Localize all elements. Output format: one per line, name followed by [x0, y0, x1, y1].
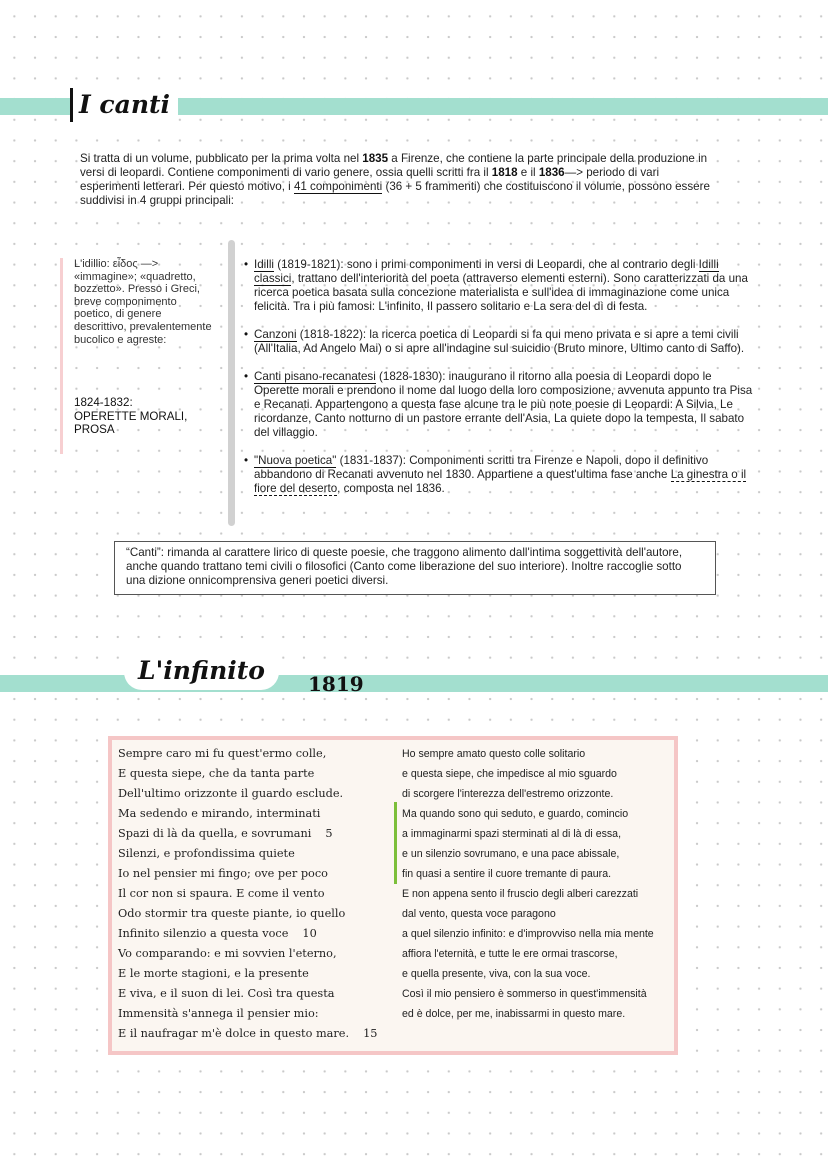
highlight-bar: [394, 802, 397, 884]
verse-text: Spazi di là da quella, e sovrumani: [118, 827, 312, 840]
verse-line: [118, 944, 398, 964]
operette-line: 1824-1832:: [74, 396, 133, 410]
text-run: a Firenze, che contiene la parte principale della produzione in versi di leopardi. Contiene componimenti di vario genere, ossia quelli scritti fra il: [80, 152, 708, 179]
underlined-text: Idilli classici: [254, 258, 719, 285]
idillio-sidebar: [60, 258, 214, 454]
verse-text: Odo stormir tra queste piante, io quello: [118, 907, 346, 920]
paraphrase-line: Così il mio pensiero è sommerso in quest'immensità: [402, 988, 647, 1000]
text-run: —> periodo di vari esperimenti letterari. Per questo motivo, i: [80, 166, 660, 193]
paraphrase-line: a quel silenzio infinito: e d'improvviso nella mia mente: [402, 928, 654, 940]
operette-note: [74, 396, 214, 437]
vertical-divider: [228, 240, 235, 526]
verse-text: Sempre caro mi fu quest'ermo colle,: [118, 747, 327, 760]
verse-line: [118, 924, 398, 944]
paraphrase-line: di scorgere l'interezza dell'estremo orizzonte.: [402, 788, 614, 800]
verse-line: [118, 804, 398, 824]
verse-line: [118, 964, 398, 984]
text-run: (36 + 5 frammenti) che costituiscono il volume, possono essere suddivisi in 4 gruppi principali:: [80, 180, 710, 207]
poem-paraphrase: [402, 744, 672, 1024]
paraphrase-line: fin quasi a sentire il cuore tremante di paura.: [402, 868, 612, 880]
underlined-text: "Nuova poetica": [254, 454, 337, 467]
underlined-text: La ginestra o il fiore del deserto: [254, 468, 747, 495]
paraphrase-line: e quella presente, viva, con la sua voce.: [402, 968, 591, 980]
verse-line: [118, 884, 398, 904]
section-title-infinito: L'infinito: [124, 652, 279, 690]
paraphrase-line: e un silenzio sovrumano, e una pace abissale,: [402, 848, 620, 860]
poem-box: [108, 736, 678, 1055]
groups-list: [244, 258, 754, 510]
canti-definition-box: “Canti”: rimanda al carattere lirico di queste poesie, che traggono alimento dall'intima soggettività dell'autore, anche quando trattano temi civili o filosofici (Canto come liberazione del suo interiore). Inoltre raccoglie sotto una dizione onnicomprensiva generi poetici diversi.: [114, 541, 716, 595]
verse-text: E viva, e il suon di lei. Così tra questa: [118, 987, 335, 1000]
verse-line: [118, 864, 398, 884]
bold-text: 1836: [538, 166, 565, 179]
underlined-text: Idilli: [254, 258, 274, 271]
text-run: (1828-1830): inaugurano il ritorno alla poesia di Leopardi dopo le Operette morali e prendono il nome dal luogo della loro composizione, avvenuta appunto tra Pisa e Recanati. Appartengono a questa fase alcune tra le più note poesie di Leopardi: A Silvia, Le ricordanze, Canto notturno di un pastore errante dell'Asia, La quiete dopo la tempesta, Il sabato del villaggio.: [254, 370, 753, 439]
underlined-text: Canti pisano-recanatesi: [254, 370, 376, 383]
verse-line: [118, 824, 398, 844]
verse-text: E il naufragar m'è dolce in questo mare.: [118, 1027, 350, 1040]
operette-line: PROSA: [74, 423, 115, 437]
verse-text: Ma sedendo e mirando, interminati: [118, 807, 321, 820]
paraphrase-line: ed è dolce, per me, inabissarmi in questo mare.: [402, 1008, 626, 1020]
section-title-canti: I canti: [70, 88, 178, 122]
text-run: (1818-1822): la ricerca poetica di Leopardi si fa qui meno privata e si apre a temi civili (All'Italia, Ad Angelo Mai) o si apre all'indagine sul suicidio (Bruto minore, Ultimo canto di Saffo).: [254, 328, 745, 355]
text-run: Si tratta di un volume, pubblicato per la prima volta nel: [80, 152, 363, 165]
paraphrase-line: Ho sempre amato questo colle solitario: [402, 748, 586, 760]
verse-line: [118, 1004, 398, 1024]
verse-text: Il cor non si spaura. E come il vento: [118, 887, 325, 900]
verse-text: Silenzi, e profondissima quiete: [118, 847, 295, 860]
verse-text: Infinito silenzio a questa voce: [118, 927, 289, 940]
intro-paragraph: [80, 152, 710, 208]
paraphrase-line: Ma quando sono qui seduto, e guardo, comincio: [402, 808, 629, 820]
verse-line: [118, 744, 398, 764]
paraphrase-line: dal vento, questa voce paragono: [402, 908, 556, 920]
operette-line: OPERETTE MORALI,: [74, 409, 188, 423]
underlined-text: 41 componimenti: [293, 180, 383, 193]
poem-original: [118, 744, 398, 1044]
verse-line: [118, 1024, 398, 1044]
verse-number: 5: [325, 827, 333, 840]
verse-text: Dell'ultimo orizzonte il guardo esclude.: [118, 787, 344, 800]
verse-text: E questa siepe, che da tanta parte: [118, 767, 315, 780]
verse-line: [118, 904, 398, 924]
paraphrase-line: E non appena sento il fruscio degli alberi carezzati: [402, 888, 639, 900]
underlined-text: Canzoni: [254, 328, 297, 341]
verse-text: Vo comparando: e mi sovvien l'eterno,: [118, 947, 337, 960]
text-run: (1831-1837): Componimenti scritti tra Firenze e Napoli, dopo il definitivo abbandono di Recanati avvenuto nel 1830. Appartiene a quest'ultima fase anche: [254, 454, 709, 481]
bold-text: 1835: [362, 152, 389, 165]
poem-year: 1819: [308, 672, 364, 696]
verse-line: [118, 984, 398, 1004]
idillio-definition: L'idillio: εἶδος —> «immagine»; «quadretto, bozzetto». Presso i Greci, breve componimento poetico, di genere descrittivo, prevalentemente bucolico e agreste:: [74, 258, 212, 346]
paraphrase-line: affiora l'eternità, e tutte le ere ormai trascorse,: [402, 948, 618, 960]
bold-text: 1818: [491, 166, 518, 179]
group-item: [244, 258, 754, 314]
text-run: , composta nel 1836.: [337, 482, 445, 495]
verse-line: [118, 764, 398, 784]
text-run: (1819-1821): sono i primi componimenti in versi di Leopardi, che al contrario degli: [273, 258, 699, 271]
verse-number: 15: [363, 1027, 378, 1040]
verse-line: [118, 784, 398, 804]
verse-text: E le morte stagioni, e la presente: [118, 967, 309, 980]
paraphrase-line: a immaginarmi spazi sterminati al di là di essa,: [402, 828, 622, 840]
group-item: [244, 454, 754, 496]
text-run: , trattano dell'interiorità del poeta (attraverso elementi esterni). Sono caratterizzati da una ricerca poetica basata sulla concezione materialista e sull'idea di immaginazione come unica felicità. Tra i più famosi: L'infinito, Il passero solitario e La sera del dì di festa.: [254, 272, 748, 313]
text-run: e il: [517, 166, 539, 179]
verse-line: [118, 844, 398, 864]
paraphrase-line: e questa siepe, che impedisce al mio sguardo: [402, 768, 617, 780]
verse-text: Io nel pensier mi fingo; ove per poco: [118, 867, 328, 880]
group-item: [244, 328, 754, 356]
verse-text: Immensità s'annega il pensier mio:: [118, 1007, 319, 1020]
verse-number: 10: [302, 927, 317, 940]
group-item: [244, 370, 754, 440]
